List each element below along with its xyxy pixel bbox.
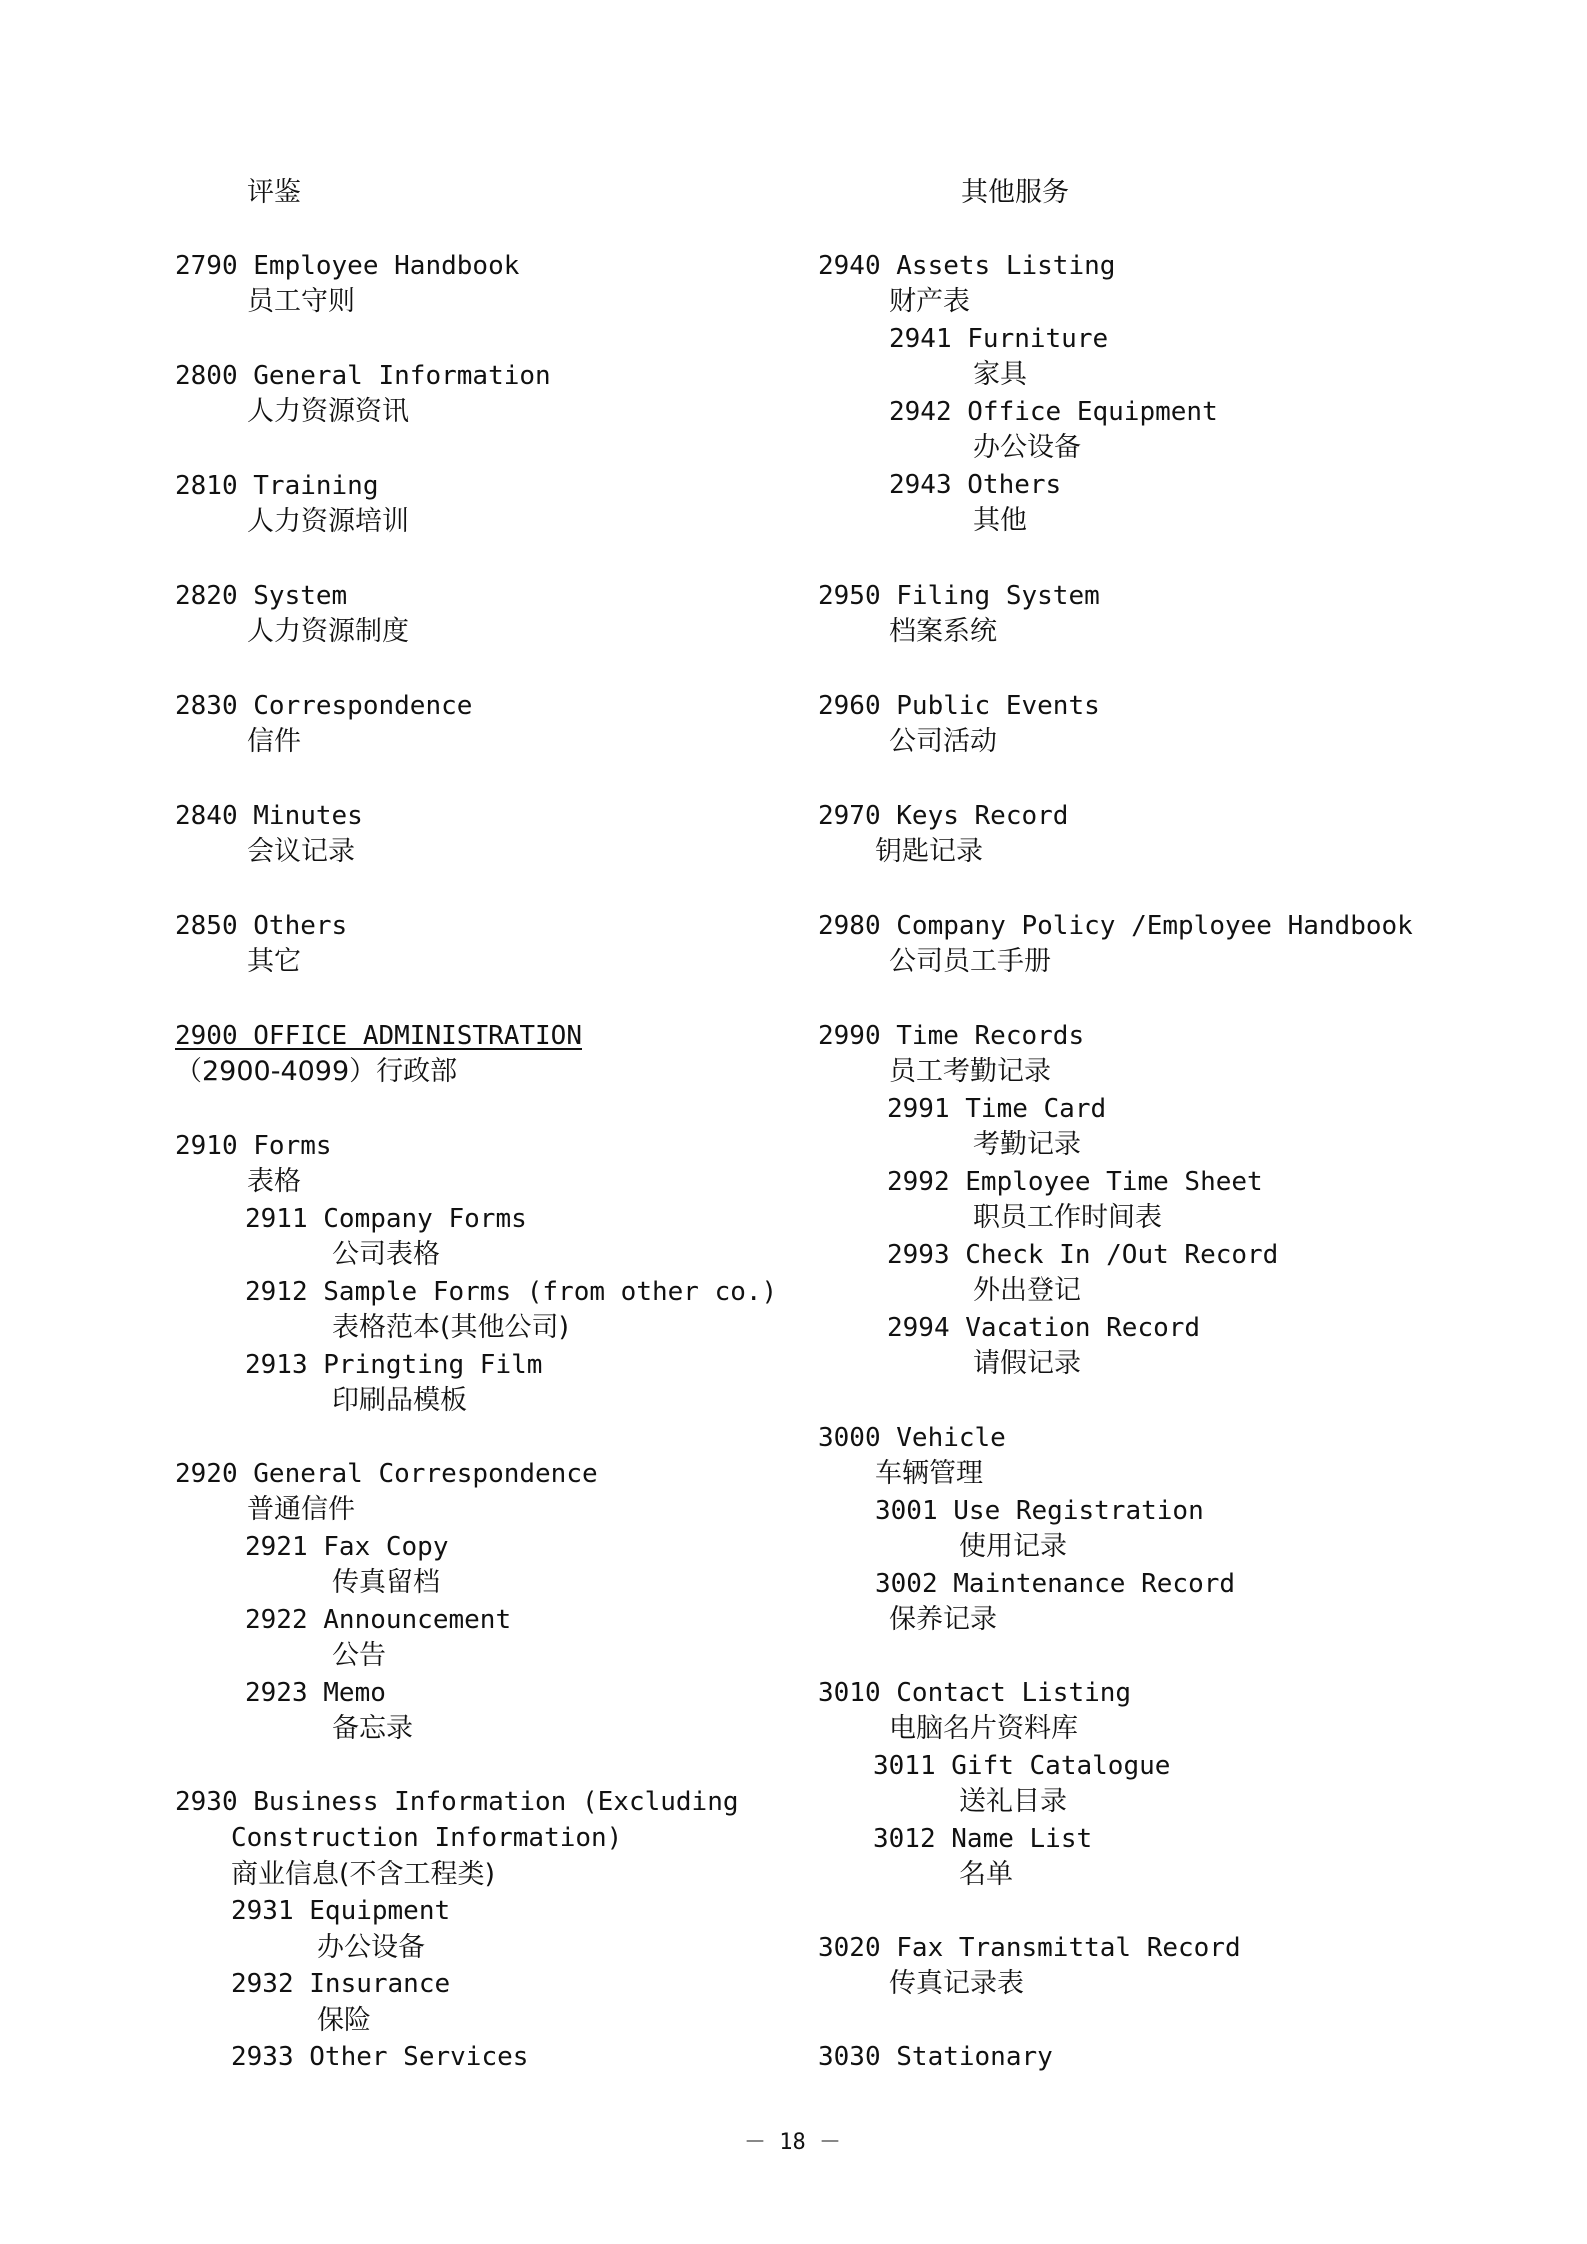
right-entry-zh: 员工考勤记录 bbox=[889, 1056, 1051, 1087]
right-subentry-code: 2992 Employee Time Sheet bbox=[887, 1167, 1263, 1197]
right-subentry-zh: 使用记录 bbox=[959, 1531, 1067, 1562]
right-subentry-zh: 外出登记 bbox=[973, 1275, 1081, 1306]
left-entry-zh: 会议记录 bbox=[247, 836, 355, 867]
page-number: － 18 － bbox=[744, 2130, 841, 2155]
left-entry-zh: 商业信息(不含工程类) bbox=[231, 1859, 496, 1890]
right-entry-code: 2950 Filing System bbox=[818, 581, 1100, 611]
right-entry-zh: 传真记录表 bbox=[889, 1968, 1024, 1999]
left-subentry-zh: 表格范本(其他公司) bbox=[332, 1312, 570, 1343]
right-subentry-code: 2941 Furniture bbox=[889, 324, 1109, 354]
right-subentry-code: 2993 Check In /Out Record bbox=[887, 1240, 1279, 1270]
right-subentry-code: 3012 Name List bbox=[873, 1824, 1093, 1854]
right-subentry-zh: 考勤记录 bbox=[973, 1129, 1081, 1160]
left-subentry-zh: 公告 bbox=[332, 1640, 386, 1671]
left-subentry-code: 2913 Pringting Film bbox=[245, 1350, 543, 1380]
right-entry-code: 3020 Fax Transmittal Record bbox=[818, 1933, 1241, 1963]
left-subentry-code: 2923 Memo bbox=[245, 1678, 386, 1708]
left-entry-code: 2810 Training bbox=[175, 471, 379, 501]
left-entry-code-continued: Construction Information) bbox=[231, 1823, 623, 1853]
right-entry-code: 3010 Contact Listing bbox=[818, 1678, 1132, 1708]
left-subentry-zh: 公司表格 bbox=[332, 1239, 440, 1270]
right-subentry-code: 3002 Maintenance Record bbox=[875, 1569, 1236, 1599]
right-subentry-code: 2991 Time Card bbox=[887, 1094, 1107, 1124]
department-heading: 2900 OFFICE ADMINISTRATION bbox=[175, 1021, 582, 1051]
left-entry-code: 2930 Business Information (Excluding bbox=[175, 1787, 739, 1817]
right-entry-code: 3030 Stationary bbox=[818, 2042, 1053, 2072]
right-subentry-code: 2942 Office Equipment bbox=[889, 397, 1218, 427]
right-subentry-zh: 名单 bbox=[959, 1859, 1013, 1890]
left-subentry-code: 2912 Sample Forms (from other co.) bbox=[245, 1277, 778, 1307]
right-entry-zh: 财产表 bbox=[889, 286, 970, 317]
left-subentry-code: 2932 Insurance bbox=[231, 1969, 451, 1999]
right-entry-zh: 公司活动 bbox=[889, 726, 997, 757]
left-subentry-code: 2911 Company Forms bbox=[245, 1204, 527, 1234]
right-entry-zh: 档案系统 bbox=[889, 616, 997, 647]
left-subentry-zh: 保险 bbox=[317, 2005, 371, 2036]
left-entry-zh: 普通信件 bbox=[247, 1494, 355, 1525]
left-subentry-code: 2933 Other Services bbox=[231, 2042, 529, 2072]
left-subentry-zh: 办公设备 bbox=[317, 1932, 425, 1963]
right-subentry-code: 3011 Gift Catalogue bbox=[873, 1751, 1171, 1781]
right-section-heading: 其他服务 bbox=[961, 177, 1069, 208]
left-section-heading: 评鉴 bbox=[247, 177, 301, 208]
right-subentry-zh: 保养记录 bbox=[889, 1604, 997, 1635]
right-entry-code: 3000 Vehicle bbox=[818, 1423, 1006, 1453]
right-subentry-zh: 职员工作时间表 bbox=[973, 1202, 1162, 1233]
right-subentry-zh: 其他 bbox=[973, 505, 1027, 536]
right-entry-code: 2960 Public Events bbox=[818, 691, 1100, 721]
left-subentry-zh: 印刷品模板 bbox=[332, 1385, 467, 1416]
left-entry-zh: 表格 bbox=[247, 1166, 301, 1197]
left-entry-code: 2910 Forms bbox=[175, 1131, 332, 1161]
left-entry-zh: 信件 bbox=[247, 726, 301, 757]
left-entry-zh: 人力资源资讯 bbox=[247, 396, 409, 427]
department-range-zh: （2900-4099）行政部 bbox=[175, 1056, 458, 1087]
left-subentry-code: 2921 Fax Copy bbox=[245, 1532, 449, 1562]
left-subentry-code: 2922 Announcement bbox=[245, 1605, 512, 1635]
right-entry-code: 2980 Company Policy /Employee Handbook bbox=[818, 911, 1413, 941]
left-entry-code: 2820 System bbox=[175, 581, 348, 611]
right-subentry-code: 2943 Others bbox=[889, 470, 1062, 500]
left-entry-code: 2840 Minutes bbox=[175, 801, 363, 831]
left-entry-zh: 其它 bbox=[247, 946, 301, 977]
right-entry-code: 2990 Time Records bbox=[818, 1021, 1085, 1051]
left-subentry-zh: 备忘录 bbox=[332, 1713, 413, 1744]
left-entry-code: 2920 General Correspondence bbox=[175, 1459, 598, 1489]
right-subentry-code: 3001 Use Registration bbox=[875, 1496, 1204, 1526]
right-entry-zh: 车辆管理 bbox=[875, 1458, 983, 1489]
right-entry-code: 2970 Keys Record bbox=[818, 801, 1069, 831]
right-entry-zh: 电脑名片资料库 bbox=[889, 1713, 1078, 1744]
right-entry-zh: 公司员工手册 bbox=[889, 946, 1051, 977]
left-entry-zh: 人力资源培训 bbox=[247, 506, 409, 537]
left-entry-zh: 员工守则 bbox=[247, 286, 355, 317]
left-entry-code: 2830 Correspondence bbox=[175, 691, 473, 721]
right-subentry-zh: 请假记录 bbox=[973, 1348, 1081, 1379]
left-subentry-code: 2931 Equipment bbox=[231, 1896, 451, 1926]
left-entry-code: 2800 General Information bbox=[175, 361, 551, 391]
right-subentry-code: 2994 Vacation Record bbox=[887, 1313, 1201, 1343]
left-subentry-zh: 传真留档 bbox=[332, 1567, 440, 1598]
right-subentry-zh: 家具 bbox=[973, 359, 1027, 390]
left-entry-zh: 人力资源制度 bbox=[247, 616, 409, 647]
left-entry-code: 2850 Others bbox=[175, 911, 348, 941]
right-entry-zh: 钥匙记录 bbox=[875, 836, 983, 867]
right-entry-code: 2940 Assets Listing bbox=[818, 251, 1116, 281]
right-subentry-zh: 送礼目录 bbox=[959, 1786, 1067, 1817]
right-subentry-zh: 办公设备 bbox=[973, 432, 1081, 463]
left-entry-code: 2790 Employee Handbook bbox=[175, 251, 520, 281]
